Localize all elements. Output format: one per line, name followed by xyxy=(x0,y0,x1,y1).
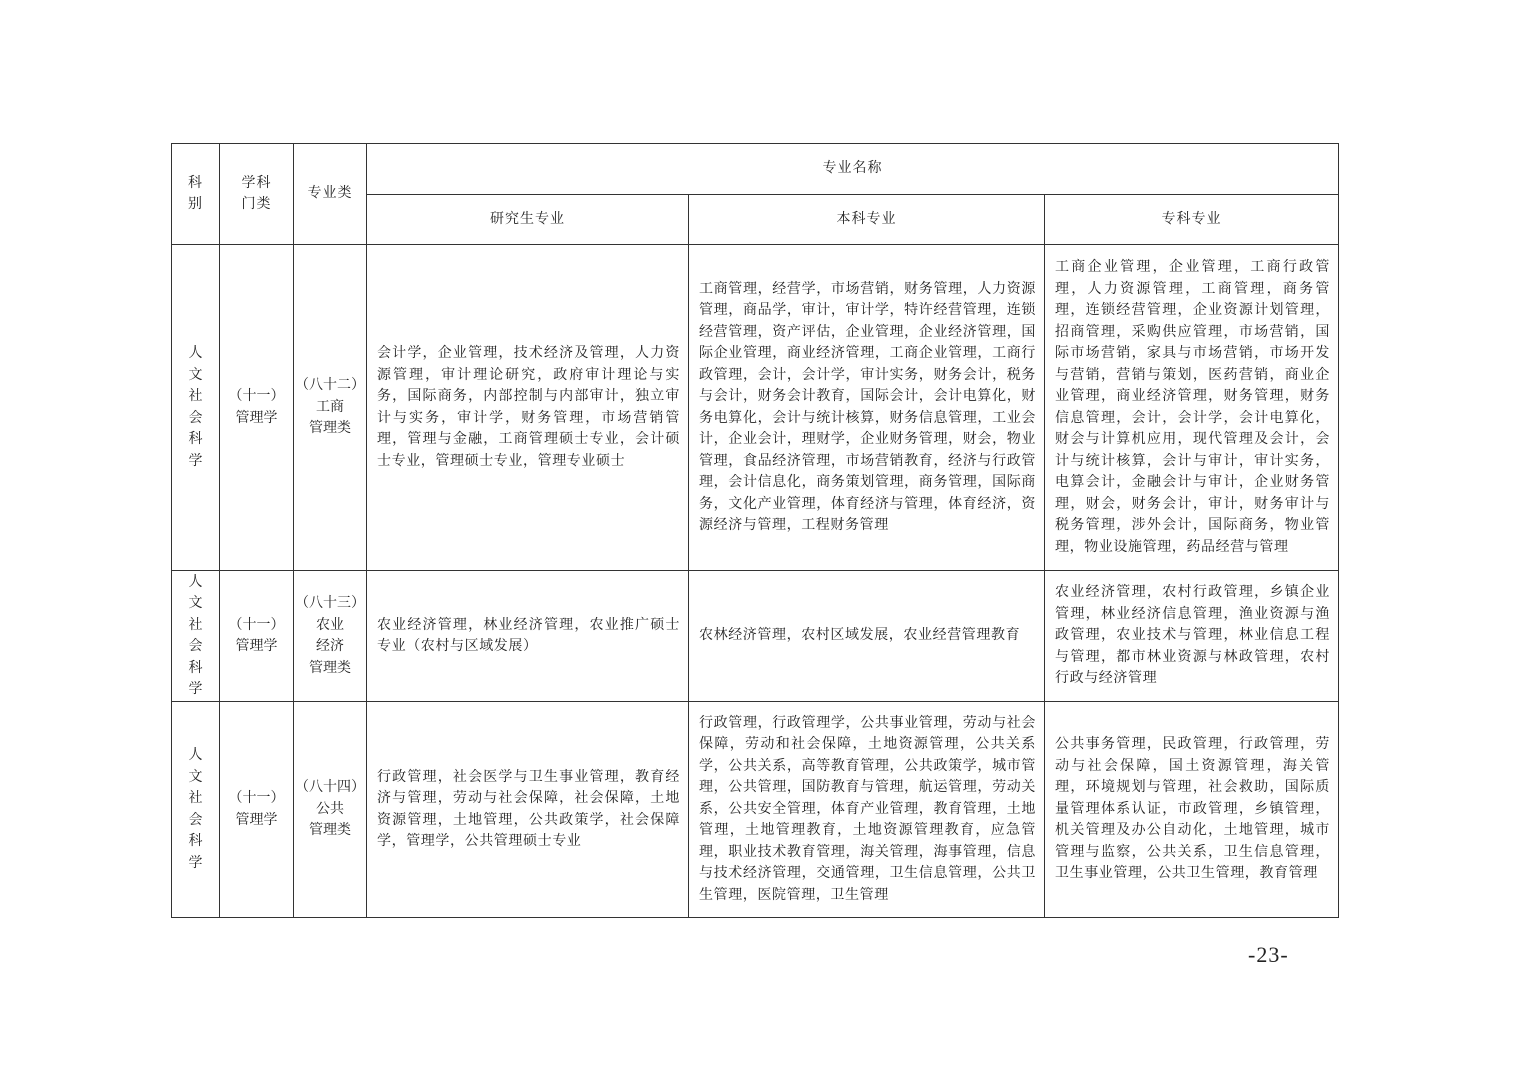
row-kebie xyxy=(172,571,220,702)
kebie-char: 学 xyxy=(188,854,203,871)
zhuanyelei-name-line: 经济 xyxy=(316,638,344,654)
menlei-name: 管理学 xyxy=(235,409,278,426)
zhuanyelei-name-line: 管理类 xyxy=(309,659,351,676)
row-kebie xyxy=(172,245,220,571)
header-yanjiusheng: 研究生专业 xyxy=(367,195,689,245)
kebie-char: 科 xyxy=(188,659,203,676)
kebie-char: 文 xyxy=(188,366,203,383)
kebie-char: 社 xyxy=(188,790,203,806)
kebie-char: 人 xyxy=(188,345,203,361)
row-zhuanke: 工商企业管理，企业管理，工商行政管理，人力资源管理，工商管理，商务管理，连锁经营管理，企业资源计划管理，招商管理，采购供应管理，市场营销，国际市场营销，家具与市场营销，市场开发与营销，营销与策划，医药营销，商业企业管理，商业经济管理，财务管理，财务信息管理，会计，会计学，会计电算化，财会与计算机应用，现代管理及会计，会计与统计核算，会计与审计，审计实务，电算会计，金融会计与审计，企业财务管理，财会，财务会计，审计，财务审计与税务管理，涉外会计，国际商务，物业管理，物业设施管理，药品经营与管理 xyxy=(1045,245,1339,571)
page-number: -23- xyxy=(1248,942,1289,967)
zhuanyelei-name-line: 管理类 xyxy=(309,420,351,437)
row-yanjiusheng: 会计学，企业管理，技术经济及管理，人力资源管理，审计理论研究，政府审计理论与实务，国际商务，内部控制与内部审计，独立审计与实务，审计学，财务管理，市场营销管理，管理与金融，工商管理硕士专业，会计硕士专业，管理硕士专业，管理专业硕士 xyxy=(367,245,689,571)
row-yanjiusheng: 农业经济管理，林业经济管理，农业推广硕士专业（农村与区域发展） xyxy=(367,571,689,702)
header-zhuanke: 专科专业 xyxy=(1045,195,1339,245)
kebie-char: 会 xyxy=(188,409,203,426)
header-kebie-char-2: 别 xyxy=(188,196,203,212)
zhuanyelei-name-line: 公共 xyxy=(316,800,344,817)
row-yanjiusheng: 行政管理，社会医学与卫生事业管理，教育经济与管理，劳动与社会保障，社会保障，土地资源管理，土地管理，公共政策学，社会保障学，管理学，公共管理硕士专业 xyxy=(367,702,689,918)
kebie-char: 社 xyxy=(188,388,203,404)
row-zhuanyelei xyxy=(294,571,367,702)
major-catalog-table xyxy=(171,143,1339,918)
row-kebie xyxy=(172,702,220,918)
menlei-name: 管理学 xyxy=(235,638,278,654)
kebie-char: 科 xyxy=(188,431,203,447)
header-menlei-line-2: 门类 xyxy=(241,196,272,212)
row-menlei xyxy=(220,702,294,918)
header-zhuanye-mingcheng: 专业名称 xyxy=(367,144,1339,195)
zhuanyelei-name-line: 管理类 xyxy=(309,822,351,839)
zhuanyelei-code: （八十三） xyxy=(295,595,365,611)
table-row xyxy=(172,702,1339,918)
row-benke: 工商管理，经营学，市场营销，财务管理，人力资源管理，商品学，审计，审计学，特许经营管理，连锁经营管理，资产评估，企业管理，企业经济管理，国际企业管理，商业经济管理，工商企业管理，工商行政管理，会计，会计学，审计实务，财务会计，税务与会计，财务会计教育，国际会计，会计电算化，财务电算化，会计与统计核算，财务信息管理，工业会计，企业会计，理财学，企业财务管理，财会，物业管理，食品经济管理，市场营销教育，经济与行政管理，会计信息化，商务策划管理，商务管理，国际商务，文化产业管理，体育经济与管理，体育经济，资源经济与管理，工程财务管理 xyxy=(689,245,1045,571)
zhuanyelei-name-line: 农业 xyxy=(316,616,344,633)
table-row xyxy=(172,245,1339,571)
header-zhuanye-lei: 专业类 xyxy=(294,144,367,245)
zhuanyelei-code: （八十二） xyxy=(295,377,365,394)
header-row-1 xyxy=(172,144,1339,195)
kebie-char: 学 xyxy=(188,452,203,469)
kebie-char: 科 xyxy=(188,833,203,849)
menlei-code: （十一） xyxy=(228,790,285,806)
row-zhuanke: 公共事务管理，民政管理，行政管理，劳动与社会保障，国土资源管理，海关管理，环境规划与管理，社会救助，国际质量管理体系认证，市政管理，乡镇管理，机关管理及办公自动化，土地管理，城市管理与监察，公共关系，卫生信息管理，卫生事业管理，公共卫生管理，教育管理 xyxy=(1045,702,1339,918)
row-benke: 行政管理，行政管理学，公共事业管理，劳动与社会保障，劳动和社会保障，土地资源管理，公共关系学，公共关系，高等教育管理，公共政策学，城市管理，公共管理，国防教育与管理，航运管理，劳动关系，公共安全管理，体育产业管理，教育管理，土地管理，土地管理教育，土地资源管理教育，应急管理，职业技术教育管理，海关管理，海事管理，信息与技术经济管理，交通管理，卫生信息管理，公共卫生管理，医院管理，卫生管理 xyxy=(689,702,1045,918)
menlei-name: 管理学 xyxy=(235,811,278,828)
row-zhuanyelei xyxy=(294,702,367,918)
header-menlei xyxy=(220,144,294,245)
zhuanyelei-name-line: 工商 xyxy=(316,398,344,415)
kebie-char: 人 xyxy=(188,747,203,763)
header-benke: 本科专业 xyxy=(689,195,1045,245)
row-benke: 农林经济管理，农村区域发展，农业经营管理教育 xyxy=(689,571,1045,702)
row-zhuanyelei xyxy=(294,245,367,571)
zhuanyelei-code: （八十四） xyxy=(295,779,365,796)
kebie-char: 文 xyxy=(188,595,203,611)
kebie-char: 文 xyxy=(188,768,203,785)
menlei-code: （十一） xyxy=(228,388,285,404)
header-menlei-line-1: 学科 xyxy=(241,174,272,191)
kebie-char: 会 xyxy=(188,638,203,654)
table-row xyxy=(172,571,1339,702)
row-menlei xyxy=(220,245,294,571)
kebie-char: 学 xyxy=(188,681,203,697)
header-kebie-char-1: 科 xyxy=(188,174,203,191)
kebie-char: 社 xyxy=(188,616,203,633)
menlei-code: （十一） xyxy=(228,616,285,633)
row-menlei xyxy=(220,571,294,702)
kebie-char: 会 xyxy=(188,811,203,828)
header-kebie xyxy=(172,144,220,245)
kebie-char: 人 xyxy=(188,573,203,590)
row-zhuanke: 农业经济管理，农村行政管理，乡镇企业管理，林业经济信息管理，渔业资源与渔政管理，农业技术与管理，林业信息工程与管理，都市林业资源与林政管理，农村行政与经济管理 xyxy=(1045,571,1339,702)
